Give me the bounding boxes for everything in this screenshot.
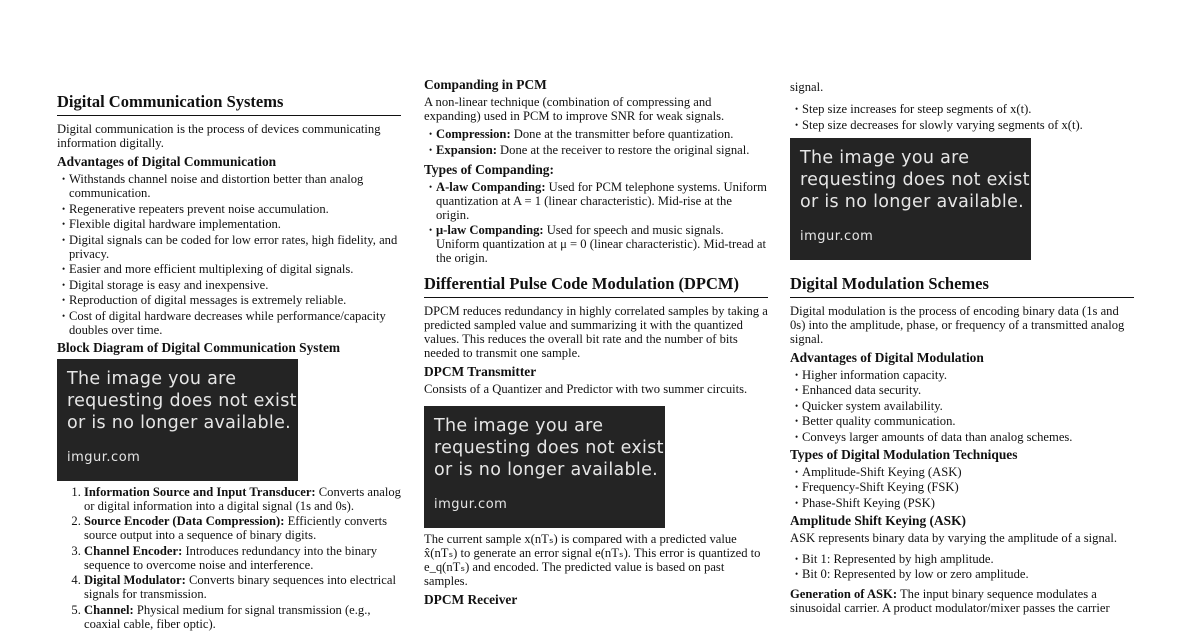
list-item: • Quicker system availability. bbox=[795, 398, 943, 413]
missing-image-placeholder: The image you are requesting does not exist or is no longer available. imgur.com bbox=[57, 359, 298, 481]
list-item: • Digital storage is easy and inexpensive. bbox=[62, 277, 269, 292]
list-item: 2. Source Encoder (Data Compression): Efficiently converts source output into a sequence of binary digits. bbox=[84, 514, 401, 542]
subheading: Advantages of Digital Modulation bbox=[790, 349, 984, 365]
list-item: • Expansion: Done at the receiver to restore the original signal. bbox=[429, 142, 750, 157]
list-item: • A-law Companding: Used for PCM telephone systems. Uniform quantization at A = 1 (linear characteristic). Mid-rise at the origin. bbox=[429, 179, 767, 222]
paragraph: signal. bbox=[790, 80, 824, 94]
list-item: • μ-law Companding: Used for speech and music signals. Uniform quantization at μ = 0 (linear characteristic). Mid-tread at the origin. bbox=[429, 223, 766, 265]
list-item: • Better quality communication. bbox=[795, 414, 956, 428]
list-item: • Frequency-Shift Keying (FSK) bbox=[795, 480, 959, 494]
list-item: • Conveys larger amounts of data than analog schemes. bbox=[795, 429, 1073, 444]
paragraph: Generation of ASK: The input binary sequence modulates a sinusoidal carrier. A product modulator/mixer passes the carrier bbox=[790, 587, 1110, 615]
section-title: Digital Modulation Schemes bbox=[790, 274, 1134, 298]
subheading: DPCM Transmitter bbox=[424, 364, 537, 379]
list-item: • Compression: Done at the transmitter before quantization. bbox=[429, 127, 734, 141]
list-item: • Step size decreases for slowly varying segments of x(t). bbox=[795, 117, 1083, 132]
list-item: • Bit 1: Represented by high amplitude. bbox=[795, 551, 994, 566]
paragraph: The current sample x(nTₛ) is compared with a predicted value x̂(nTₛ) to generate an error signal e(nTₛ). This error is quantized to e_q(nTₛ) and encoded. The predicted value is based on past samples. bbox=[424, 532, 761, 588]
list-item: • Step size increases for steep segments of x(t). bbox=[795, 102, 1032, 116]
subheading: Advantages of Digital Communication bbox=[57, 154, 277, 169]
list-item: • Easier and more efficient multiplexing of digital signals. bbox=[62, 262, 354, 276]
intro-paragraph: Digital communication is the process of devices communicating information digitally. bbox=[57, 122, 381, 150]
list-item: • Bit 0: Represented by low or zero amplitude. bbox=[795, 567, 1029, 581]
subheading: Types of Digital Modulation Techniques bbox=[790, 446, 1018, 462]
modulation-types-list bbox=[790, 465, 1134, 510]
list-item: 1. Information Source and Input Transducer: Converts analog or digital information into a digital signal (1s and 0s). bbox=[84, 485, 401, 513]
list-item: • Enhanced data security. bbox=[795, 383, 922, 397]
column-2 bbox=[424, 77, 768, 610]
subheading: Types of Companding: bbox=[424, 161, 554, 177]
list-item: • Regenerative repeaters prevent noise accumulation. bbox=[62, 201, 329, 216]
paragraph: A non-linear technique (combination of compressing and expanding) used in PCM to improve SNR for weak signals. bbox=[424, 95, 725, 123]
advantages-list bbox=[57, 172, 401, 337]
list-item: • Digital signals can be coded for low error rates, high fidelity, and privacy. bbox=[62, 232, 398, 261]
list-item: 5. Channel: Physical medium for signal transmission (e.g., coaxial cable, fiber optic). bbox=[84, 603, 401, 631]
paragraph: ASK represents binary data by varying the amplitude of a signal. bbox=[790, 530, 1118, 545]
step-size-list bbox=[790, 102, 1134, 132]
section-title: Digital Communication Systems bbox=[57, 92, 401, 116]
list-item: • Amplitude-Shift Keying (ASK) bbox=[795, 464, 962, 479]
list-item: • Cost of digital hardware decreases while performance/capacity doubles over time. bbox=[62, 308, 386, 337]
ask-bits-list bbox=[790, 552, 1134, 582]
list-item: 3. Channel Encoder: Introduces redundancy into the binary sequence to overcome noise and interference. bbox=[84, 544, 401, 572]
companding-list bbox=[424, 127, 768, 157]
list-item: • Phase-Shift Keying (PSK) bbox=[795, 495, 935, 510]
paragraph: Consists of a Quantizer and Predictor with two summer circuits. bbox=[424, 382, 748, 396]
subheading: Block Diagram of Digital Communication System bbox=[57, 339, 341, 355]
paragraph: DPCM reduces redundancy in highly correlated samples by taking a predicted sampled value and summarizing it with the quantized values. This reduces the overall bit rate and the number of bits needed to transmit one sample. bbox=[424, 304, 768, 360]
subheading: Amplitude Shift Keying (ASK) bbox=[790, 512, 966, 528]
section-title: Differential Pulse Code Modulation (DPCM) bbox=[424, 274, 768, 298]
block-list bbox=[57, 485, 401, 631]
missing-image-placeholder: The image you are requesting does not exist or is no longer available. imgur.com bbox=[424, 406, 665, 528]
list-item: 4. Digital Modulator: Converts binary sequences into electrical signals for transmission. bbox=[84, 573, 401, 601]
paragraph: Digital modulation is the process of encoding binary data (1s and 0s) into the amplitude, phase, or frequency of a transmitted analog signal. bbox=[790, 303, 1125, 346]
column-1 bbox=[57, 92, 401, 632]
companding-types-list bbox=[424, 180, 768, 266]
list-item: • Higher information capacity. bbox=[795, 367, 948, 382]
subheading: Companding in PCM bbox=[424, 77, 547, 92]
subheading: DPCM Receiver bbox=[424, 592, 518, 607]
modulation-advantages-list bbox=[790, 368, 1134, 444]
missing-image-placeholder: The image you are requesting does not exist or is no longer available. imgur.com bbox=[790, 138, 1031, 260]
column-3 bbox=[790, 80, 1134, 619]
list-item: • Reproduction of digital messages is extremely reliable. bbox=[62, 293, 347, 307]
list-item: • Withstands channel noise and distortion better than analog communication. bbox=[62, 172, 364, 200]
list-item: • Flexible digital hardware implementation. bbox=[62, 217, 281, 231]
